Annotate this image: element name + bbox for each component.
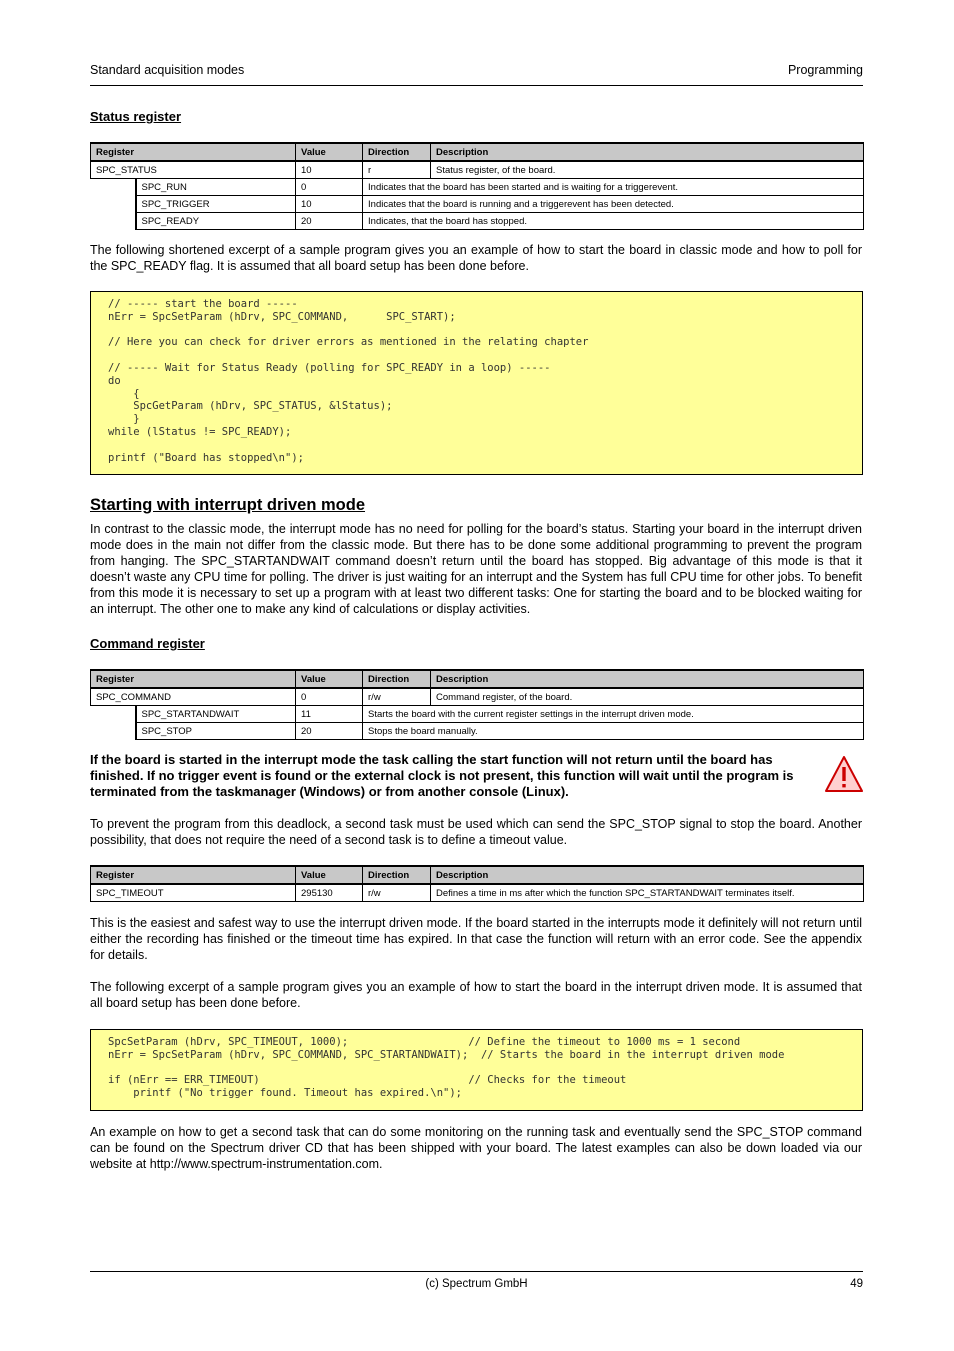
direction-cell: r	[363, 161, 431, 179]
description-cell: Command register, of the board.	[431, 688, 864, 706]
code-block-interrupt	[90, 1029, 863, 1111]
description-cell: Stops the board manually.	[363, 723, 864, 740]
status-register-heading: Status register	[90, 109, 182, 124]
second-task-paragraph: An example on how to get a second task that can do some monitoring on the running task and eventually send the SPC_STOP command can be found on the Spectrum driver CD that has been shipped with your board. The latest examples can also be down loaded via our website at http://www.spectrum-instrumentation.com.	[90, 1125, 862, 1171]
col-header-register: Register	[91, 670, 296, 688]
register-cell: SPC_TRIGGER	[136, 196, 296, 213]
table-row	[91, 179, 864, 196]
table-row	[91, 213, 864, 230]
table-header-row	[91, 670, 864, 688]
value-cell: 20	[296, 213, 363, 230]
register-cell: SPC_COMMAND	[91, 688, 296, 706]
col-header-value: Value	[296, 866, 363, 884]
footer-rule	[90, 1271, 863, 1272]
excerpt-intro-paragraph: The following excerpt of a sample program gives you an example of how to start the board in the interrupt driven mode. It is assumed that all board setup has been done before.	[90, 980, 862, 1010]
value-cell: 0	[296, 688, 363, 706]
table-header-row	[91, 143, 864, 161]
col-header-register: Register	[91, 866, 296, 884]
warning-text: If the board is started in the interrupt mode the task calling the start function will not return until the board has finished. If no trigger event is found or the external clock is not present, this function will wait until the program is terminated from the taskmanager (Windows) or from another console (Linux).	[90, 752, 794, 799]
value-cell: 20	[296, 723, 363, 740]
indent-cell	[91, 179, 136, 230]
register-cell: SPC_READY	[136, 213, 296, 230]
table-row	[91, 161, 864, 179]
running-header-left: Standard acquisition modes	[90, 63, 245, 77]
col-header-description: Description	[431, 143, 864, 161]
page-number: 49	[850, 1278, 863, 1290]
col-header-description: Description	[431, 670, 864, 688]
description-cell: Indicates, that the board has stopped.	[363, 213, 864, 230]
value-cell: 10	[296, 161, 363, 179]
section-heading: Starting with interrupt driven mode	[90, 496, 366, 514]
interrupt-mode-paragraph: In contrast to the classic mode, the interrupt mode has no need for polling for the board’s status. Starting your board in the interrupt driven mode does in the main not differ from the classic mode. But there has to be done some additional programming to prevent the program from hanging. The SPC_STARTANDWAIT command doesn’t return until the board has stopped. Big advantage of this mode is that it doesn’t waste any CPU time for polling. The driver is just waiting for an interrupt and the System has full CPU time for other jobs. To benefit from this mode it is necessary to set up a program with at least two different tasks: One for starting the board and to be blocked waiting for an interrupt. The other one to make any kind of calculations or display activities.	[90, 522, 862, 616]
command-register-table	[90, 669, 864, 740]
value-cell: 10	[296, 196, 363, 213]
status-register-table	[90, 142, 864, 230]
command-register-heading: Command register	[90, 636, 205, 651]
code-text: // ----- start the board ----- nErr = SpcSetParam (hDrv, SPC_COMMAND, SPC_START); // Here you can check for driver errors as mentioned in the relating chapter // ----- Wait for Status Ready (polling for SPC_READY in a loop) ----- do { SpcGetParam (hDrv, SPC_STATUS, &lStatus); } while (lStatus != SPC_READY); printf ("Board has stopped\n");	[108, 298, 589, 464]
indent-cell	[91, 706, 136, 740]
description-cell: Indicates that the board is running and a triggerevent has been detected.	[363, 196, 864, 213]
description-cell: Status register, of the board.	[431, 161, 864, 179]
deadlock-paragraph: To prevent the program from this deadlock, a second task must be used which can send the SPC_STOP signal to stop the board. Another possibility, that does not require the need of a second task is to define a timeout value.	[90, 817, 862, 847]
footer-copyright: (c) Spectrum GmbH	[425, 1278, 528, 1290]
register-cell: SPC_RUN	[136, 179, 296, 196]
register-cell: SPC_STOP	[136, 723, 296, 740]
intro-paragraph: The following shortened excerpt of a sample program gives you an example of how to start the board in classic mode and how to poll for the SPC_READY flag. It is assumed that all board setup has been done before.	[90, 243, 862, 273]
col-header-direction: Direction	[363, 866, 431, 884]
table-row	[91, 884, 864, 902]
register-cell: SPC_TIMEOUT	[91, 884, 296, 902]
header-rule	[90, 85, 863, 86]
col-header-description: Description	[431, 866, 864, 884]
table-row	[91, 723, 864, 740]
description-cell: Defines a time in ms after which the function SPC_STARTANDWAIT terminates itself.	[431, 884, 864, 902]
register-cell: SPC_STARTANDWAIT	[136, 706, 296, 723]
description-cell: Starts the board with the current register settings in the interrupt driven mode.	[363, 706, 864, 723]
code-block-classic	[90, 291, 863, 475]
register-cell: SPC_STATUS	[91, 161, 296, 179]
code-text: SpcSetParam (hDrv, SPC_TIMEOUT, 1000); // Define the timeout to 1000 ms = 1 second nErr = SpcSetParam (hDrv, SPC_COMMAND, SPC_STARTANDWAIT); // Starts the board in the interrupt driven mode if (nErr == ERR_TIMEOUT) // Checks for the timeout printf ("No trigger found. Timeout has expired.\n");	[108, 1036, 785, 1100]
timeout-explanation-paragraph: This is the easiest and safest way to use the interrupt driven mode. If the board started in the interrupts mode it definitely will not return until either the recording has finished or the timeout time has expired. In that case the function will return with an error code. See the appendix for details.	[90, 916, 862, 962]
warning-triangle-icon	[824, 755, 864, 793]
col-header-direction: Direction	[363, 670, 431, 688]
direction-cell: r/w	[363, 688, 431, 706]
direction-cell: r/w	[363, 884, 431, 902]
col-header-value: Value	[296, 143, 363, 161]
description-cell: Indicates that the board has been started and is waiting for a triggerevent.	[363, 179, 864, 196]
value-cell: 0	[296, 179, 363, 196]
value-cell: 295130	[296, 884, 363, 902]
col-header-register: Register	[91, 143, 296, 161]
running-header-right: Programming	[787, 63, 863, 77]
col-header-value: Value	[296, 670, 363, 688]
timeout-register-table	[90, 865, 864, 902]
table-row	[91, 688, 864, 706]
table-header-row	[91, 866, 864, 884]
table-row	[91, 706, 864, 723]
col-header-direction: Direction	[363, 143, 431, 161]
value-cell: 11	[296, 706, 363, 723]
table-row	[91, 196, 864, 213]
